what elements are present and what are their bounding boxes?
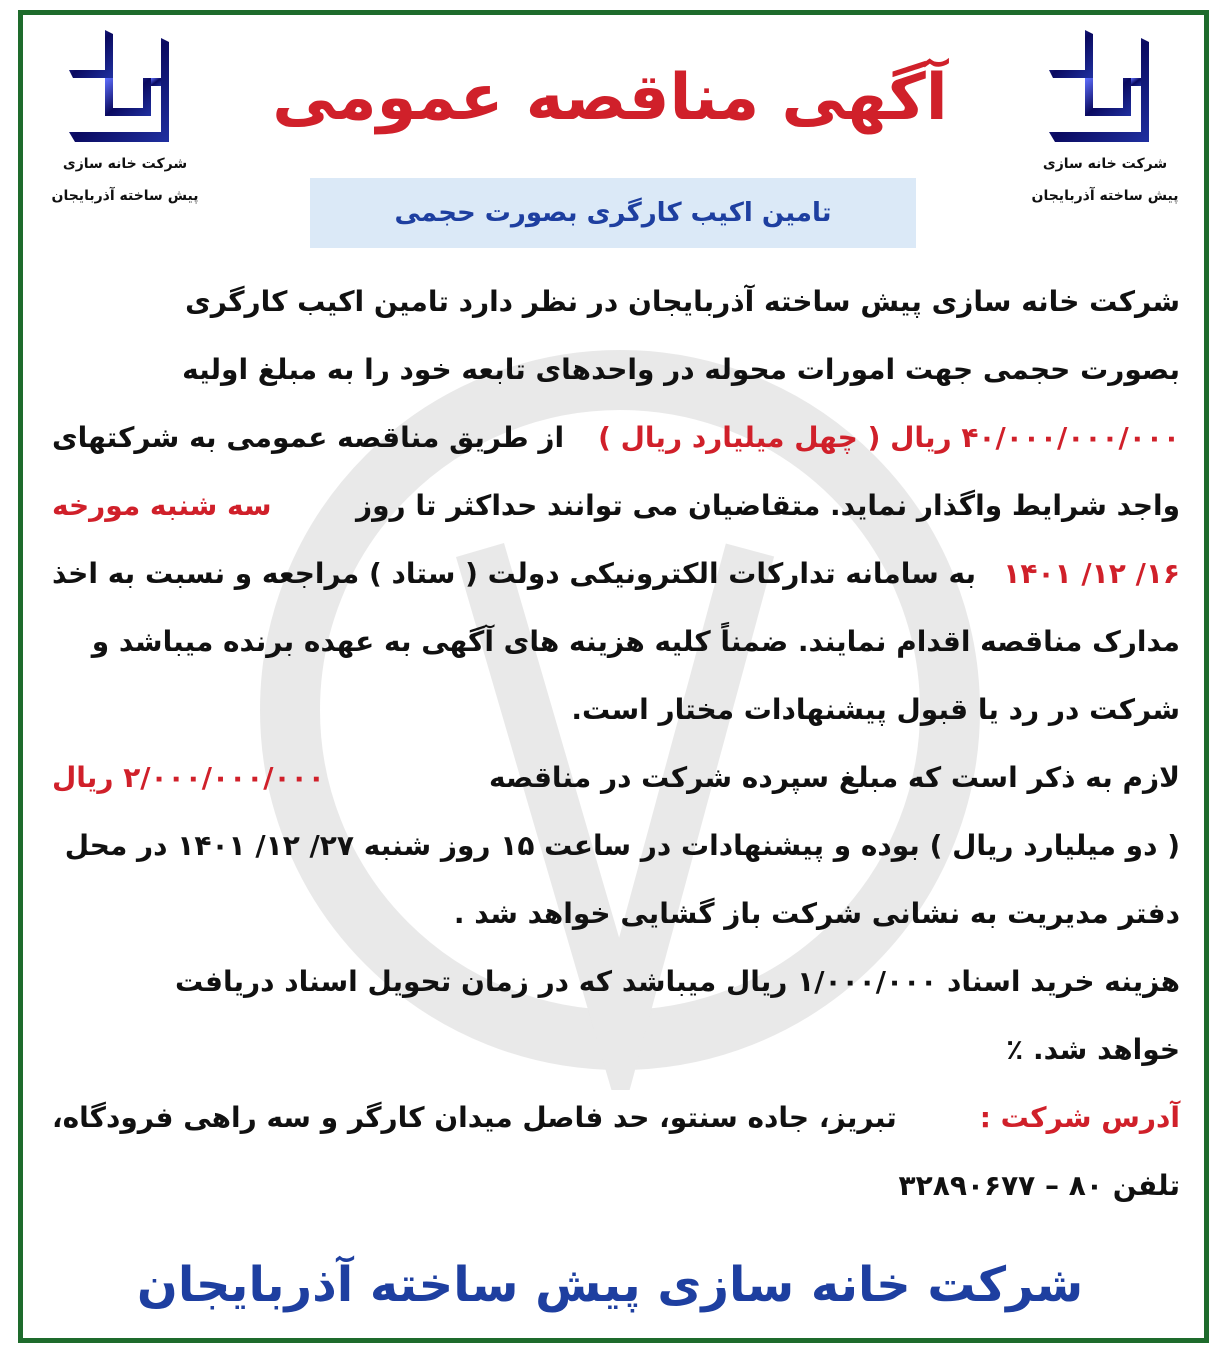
logo-symbol-icon — [1045, 28, 1165, 148]
body-line — [52, 336, 1180, 404]
body-line — [52, 608, 1180, 676]
logo-caption-line1: شرکت خانه سازی — [1042, 156, 1168, 172]
line-text: به سامانه تدارکات الکترونیکی دولت ( ستاد ) مراجعه و نسبت به اخذ — [52, 557, 977, 590]
body-line — [52, 1084, 1180, 1152]
line-text: شرکت خانه سازی پیش ساخته آذربایجان در نظر دارد تامین اکیب کارگری — [185, 285, 1180, 318]
deposit-amount: ۲/۰۰۰/۰۰۰/۰۰۰ ریال — [52, 761, 325, 794]
line-text: از طریق مناقصه عمومی به شرکتهای — [52, 421, 565, 454]
address-label: آدرس شرکت : — [979, 1101, 1180, 1134]
body-line — [52, 676, 1180, 744]
ad-body — [52, 268, 1180, 1220]
body-line — [52, 404, 1180, 472]
phone-text: تلفن ۸۰ – ۳۲۸۹۰۶۷۷ — [898, 1169, 1180, 1202]
logo-caption-line2: پیش ساخته آذربایجان — [51, 188, 199, 204]
line-text: لازم به ذکر است که مبلغ سپرده شرکت در مناقصه — [489, 761, 1180, 794]
body-line — [52, 268, 1180, 336]
deadline-day: سه شنبه مورخه — [52, 489, 272, 522]
line-text: هزینه خرید اسناد ۱/۰۰۰/۰۰۰ ریال میباشد که در زمان تحویل اسناد دریافت — [175, 965, 1180, 998]
logo-symbol-icon — [65, 28, 185, 148]
ad-title: آگهی مناقصه عمومی — [272, 61, 948, 135]
line-text: بصورت حجمی جهت امورات محوله در واحدهای تابعه خود را به مبلغ اولیه — [182, 353, 1180, 386]
address-text: تبریز، جاده سنتو، حد فاصل میدان کارگر و سه راهی فرودگاه، — [52, 1101, 897, 1134]
line-text: خواهد شد. ٪ — [1006, 1033, 1180, 1066]
body-line — [52, 1152, 1180, 1220]
line-text: ( دو میلیارد ریال ) بوده و پیشنهادات در ساعت ۱۵ روز شنبه ۲۷/ ۱۲/ ۱۴۰۱ در محل — [64, 829, 1180, 862]
body-line — [52, 1016, 1180, 1084]
body-line — [52, 540, 1180, 608]
line-text: مدارک مناقصه اقدام نمایند. ضمناً کلیه هزینه های آگهی به عهده برنده میباشد و — [91, 625, 1180, 658]
initial-amount: ۴۰/۰۰۰/۰۰۰/۰۰۰ ریال ( چهل میلیارد ریال ) — [598, 421, 1180, 454]
ad-subtitle: تامین اکیب کارگری بصورت حجمی — [310, 178, 916, 248]
body-line — [52, 880, 1180, 948]
footer-company-name: شرکت خانه سازی پیش ساخته آذربایجان — [136, 1257, 1084, 1313]
logo-caption-line1: شرکت خانه سازی — [62, 156, 188, 172]
body-line — [52, 472, 1180, 540]
company-logo-left — [40, 28, 210, 212]
line-text: شرکت در رد یا قبول پیشنهادات مختار است. — [571, 693, 1180, 726]
logo-caption-line2: پیش ساخته آذربایجان — [1031, 188, 1179, 204]
deadline-date: ۱۶/ ۱۲/ ۱۴۰۱ — [1003, 557, 1180, 590]
body-line — [52, 948, 1180, 1016]
company-logo-right — [1020, 28, 1190, 212]
body-line — [52, 744, 1180, 812]
line-text: دفتر مدیریت به نشانی شرکت باز گشایی خواهد شد . — [453, 897, 1180, 930]
body-line — [52, 812, 1180, 880]
line-text: واجد شرایط واگذار نماید. متقاضیان می توانند حداکثر تا روز — [356, 489, 1180, 522]
